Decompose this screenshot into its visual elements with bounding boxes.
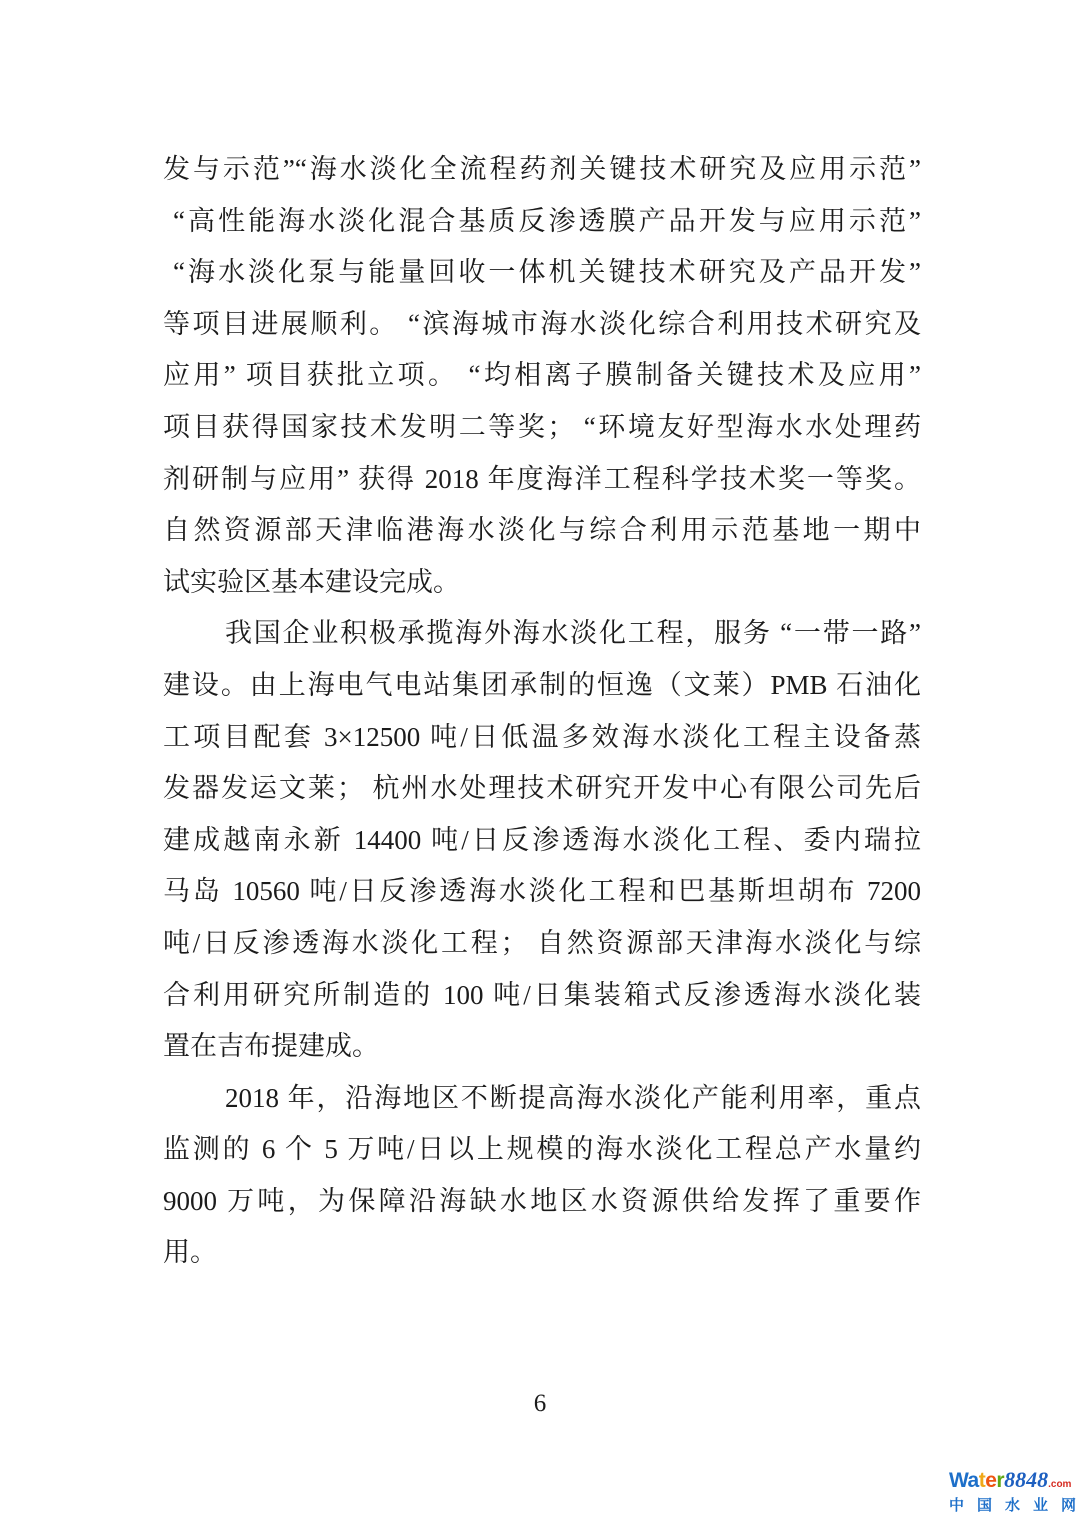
text-line: 我国企业积极承揽海外海水淡化工程，服务 “一带一路” — [225, 618, 921, 649]
text-line: 自然资源部天津临港海水淡化与综合利用示范基地一期中 — [163, 515, 921, 546]
logo-segment: t — [978, 1469, 986, 1492]
text-line: 2018 年，沿海地区不断提高海水淡化产能利用率，重点 — [225, 1082, 921, 1113]
text-line: 试实验区基本建设完成。 — [163, 566, 460, 597]
text-line: 监测的 6 个 5 万吨/日以上规模的海水淡化工程总产水量约 — [163, 1134, 921, 1165]
logo-segment: r — [996, 1469, 1005, 1492]
text-line: 等项目进展顺利。 “滨海城市海水淡化综合利用技术研究及 — [163, 308, 921, 339]
water8848-logo — [949, 1468, 1076, 1496]
logo-segment: .com — [1048, 1479, 1072, 1490]
text-line: 工项目配套 3×12500 吨/日低温多效海水淡化工程主设备蒸 — [163, 721, 921, 752]
watermark-subtitle: 中国水业网 — [949, 1497, 1076, 1514]
logo-segment: Wa — [949, 1469, 979, 1492]
text-line: 合利用研究所制造的 100 吨/日集装箱式反渗透海水淡化装 — [163, 979, 921, 1010]
page-number: 6 — [533, 1390, 547, 1417]
document-body — [163, 144, 921, 1279]
text-line: 吨/日反渗透海水淡化工程； 自然资源部天津海水淡化与综 — [163, 927, 921, 958]
text-line: 发器发运文莱； 杭州水处理技术研究开发中心有限公司先后 — [163, 773, 921, 804]
text-line: “海水淡化泵与能量回收一体机关键技术研究及产品开发” — [173, 257, 921, 288]
text-line: 建成越南永新 14400 吨/日反渗透海水淡化工程、委内瑞拉 — [163, 824, 921, 855]
text-line: 置在吉布提建成。 — [163, 1031, 379, 1062]
water8848-watermark — [949, 1468, 1076, 1514]
logo-segment: 8848 — [1004, 1467, 1049, 1492]
text-line: 发与示范”“海水淡化全流程药剂关键技术研究及应用示范” — [163, 154, 921, 184]
text-line: 9000 万吨，为保障沿海缺水地区水资源供给发挥了重要作 — [163, 1185, 921, 1216]
text-line: 用。 — [163, 1237, 217, 1268]
text-line: 建设。由上海电气电站集团承制的恒逸（文莱）PMB 石油化 — [163, 669, 921, 700]
text-line: 剂研制与应用” 获得 2018 年度海洋工程科学技术奖一等奖。 — [163, 463, 921, 494]
logo-segment: e — [985, 1469, 997, 1492]
text-line: 项目获得国家技术发明二等奖； “环境友好型海水水处理药 — [163, 411, 921, 442]
text-line: “高性能海水淡化混合基质反渗透膜产品开发与应用示范” — [173, 205, 921, 236]
text-line: 应用” 项目获批立项。 “均相离子膜制备关键技术及应用” — [163, 360, 921, 391]
text-line: 马岛 10560 吨/日反渗透海水淡化工程和巴基斯坦胡布 7200 — [163, 876, 921, 907]
